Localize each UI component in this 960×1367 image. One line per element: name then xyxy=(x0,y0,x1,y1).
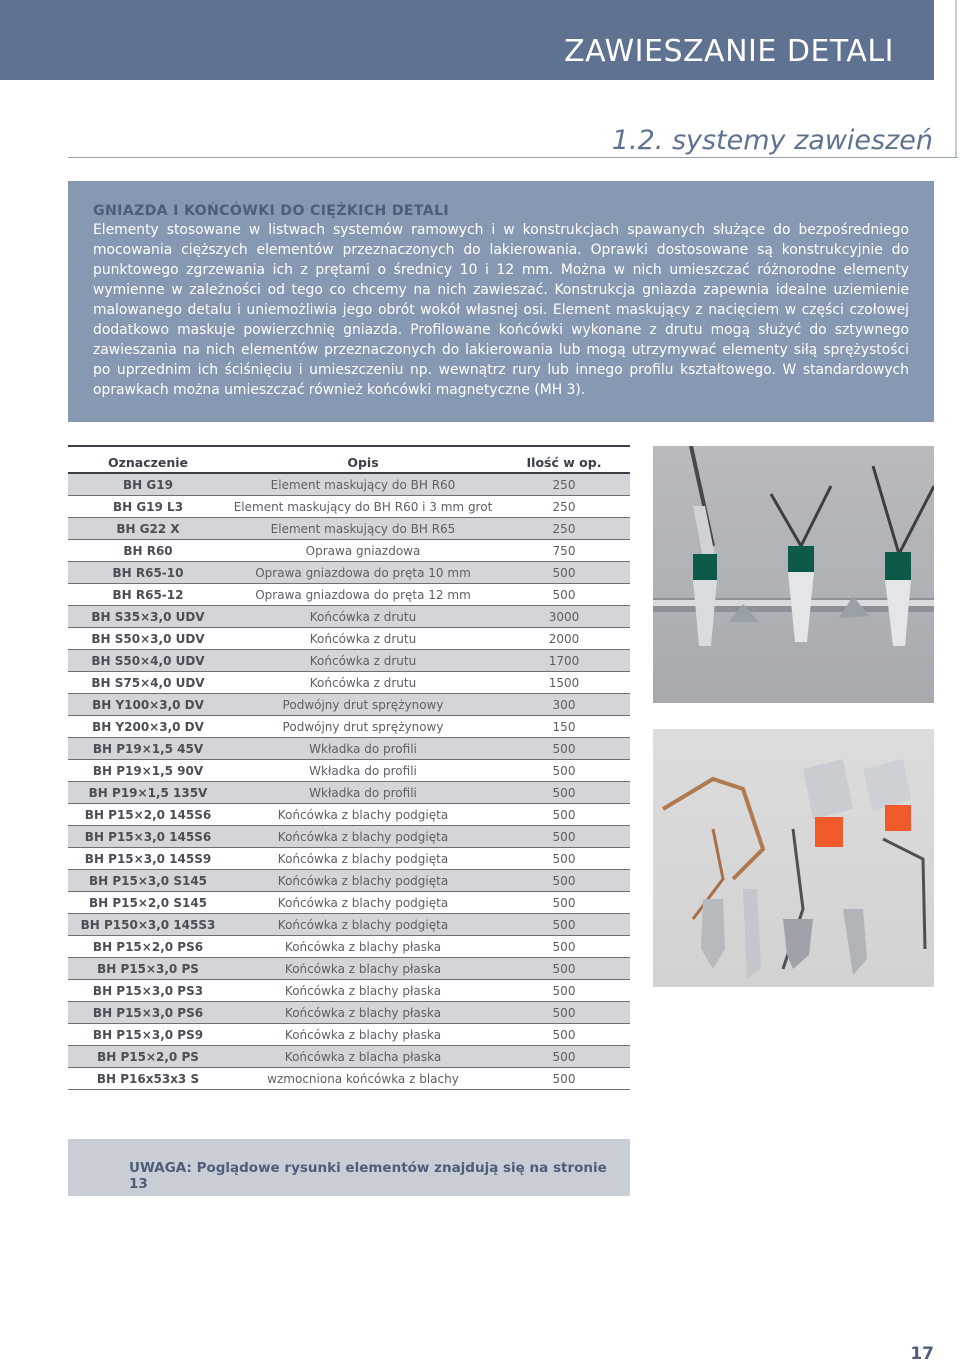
cell-qty: 500 xyxy=(498,870,630,892)
table-row xyxy=(68,496,630,518)
cell-qty: 250 xyxy=(498,473,630,496)
cell-desc: Końcówka z drutu xyxy=(228,672,498,694)
cell-qty: 500 xyxy=(498,980,630,1002)
cell-code: BH P16x53x3 S xyxy=(68,1068,228,1090)
cell-desc: Wkładka do profili xyxy=(228,738,498,760)
cell-qty: 250 xyxy=(498,518,630,540)
cell-code: BH P19×1,5 135V xyxy=(68,782,228,804)
cell-desc: Końcówka z blachy płaska xyxy=(228,936,498,958)
table-row xyxy=(68,980,630,1002)
cell-desc: Oprawa gniazdowa do pręta 10 mm xyxy=(228,562,498,584)
right-divider xyxy=(955,0,957,158)
section-divider xyxy=(68,157,958,158)
cell-code: BH P15×3,0 145S6 xyxy=(68,826,228,848)
cell-code: BH P15×2,0 PS xyxy=(68,1046,228,1068)
cell-code: BH R65-10 xyxy=(68,562,228,584)
cell-desc: Końcówka z blachy podgięta xyxy=(228,826,498,848)
cell-qty: 500 xyxy=(498,958,630,980)
table-row xyxy=(68,760,630,782)
cell-desc: Element maskujący do BH R60 i 3 mm grot xyxy=(228,496,498,518)
cell-code: BH P150×3,0 145S3 xyxy=(68,914,228,936)
cell-desc: Wkładka do profili xyxy=(228,760,498,782)
cell-desc: Końcówka z blachy płaska xyxy=(228,1024,498,1046)
cell-qty: 500 xyxy=(498,892,630,914)
cell-qty: 500 xyxy=(498,914,630,936)
table-row xyxy=(68,584,630,606)
cell-code: BH P15×2,0 S145 xyxy=(68,892,228,914)
table-row xyxy=(68,936,630,958)
table-row xyxy=(68,562,630,584)
cell-desc: Końcówka z blachy podgięta xyxy=(228,892,498,914)
cell-qty: 250 xyxy=(498,496,630,518)
table-row xyxy=(68,672,630,694)
cell-qty: 500 xyxy=(498,782,630,804)
header-band xyxy=(0,0,934,80)
cell-qty: 500 xyxy=(498,584,630,606)
cell-code: BH P19×1,5 45V xyxy=(68,738,228,760)
table-row xyxy=(68,870,630,892)
cell-qty: 300 xyxy=(498,694,630,716)
intro-heading: GNIAZDA I KOŃCÓWKI DO CIĘŻKICH DETALI xyxy=(93,203,449,219)
cell-code: BH P15×2,0 145S6 xyxy=(68,804,228,826)
cell-desc: Końcówka z blachy podgięta xyxy=(228,870,498,892)
table-header-row xyxy=(68,446,630,473)
cell-desc: Podwójny drut sprężynowy xyxy=(228,716,498,738)
column-header-code: Oznaczenie xyxy=(68,446,228,473)
cell-code: BH S50×4,0 UDV xyxy=(68,650,228,672)
cell-desc: Podwójny drut sprężynowy xyxy=(228,694,498,716)
cell-qty: 2000 xyxy=(498,628,630,650)
intro-box xyxy=(68,181,934,422)
cell-qty: 500 xyxy=(498,826,630,848)
page-title: ZAWIESZANIE DETALI xyxy=(564,34,894,69)
socket-holders-illustration xyxy=(653,446,934,703)
cell-code: BH S75×4,0 UDV xyxy=(68,672,228,694)
table-row xyxy=(68,826,630,848)
note-box xyxy=(68,1139,630,1196)
column-header-desc: Opis xyxy=(228,446,498,473)
column-header-qty: Ilość w op. xyxy=(498,446,630,473)
cell-code: BH G22 X xyxy=(68,518,228,540)
cell-desc: Końcówka z blachy płaska xyxy=(228,1002,498,1024)
cell-code: BH P15×3,0 PS9 xyxy=(68,1024,228,1046)
table-row xyxy=(68,1046,630,1068)
section-title: 1.2. systemy zawieszeń xyxy=(611,125,933,156)
cell-desc: Końcówka z blachy płaska xyxy=(228,958,498,980)
cell-qty: 1500 xyxy=(498,672,630,694)
cell-desc: Oprawa gniazdowa xyxy=(228,540,498,562)
cell-code: BH S50×3,0 UDV xyxy=(68,628,228,650)
cell-desc: Końcówka z drutu xyxy=(228,628,498,650)
table-row xyxy=(68,958,630,980)
cell-desc: Końcówka z drutu xyxy=(228,606,498,628)
cell-code: BH P15×3,0 PS6 xyxy=(68,1002,228,1024)
intro-body: Elementy stosowane w listwach systemów ramowych i w konstrukcjach spawanych służące do bezpośredniego mocowania cięższych elementów przeznaczonych do lakierowania. Oprawki dostosowane są konstrukcyjnie do punktowego zgrzewania ich z prętami o średnicy 10 i 12 mm. Można w nich umieszczać różnorodne elementy wymienne w zależności od tego co chcemy na nich zawieszać. Konstrukcja gniazda zapewnia idealne uziemienie malowanego detalu i uniemożliwia jego obrót wokół własnej osi. Element maskujący z nacięciem w części czołowej dodatkowo maskuje powierzchnię gniazda. Profilowane końcówki wykonane z drutu mogą służyć do sztywnego zawieszania na nich elementów przeznaczonych do lakierowania lub mogą utrzymywać elementy siłą sprężystości po uprzednim ich ściśnięciu i umieszczeniu np. wewnątrz rury lub innego profilu kształtowego. W standardowych oprawkach można umieszczać również końcówki magnetyczne (MH 3). xyxy=(93,222,909,398)
cell-qty: 500 xyxy=(498,562,630,584)
cell-qty: 500 xyxy=(498,1068,630,1090)
cell-qty: 500 xyxy=(498,848,630,870)
table-row xyxy=(68,650,630,672)
cell-code: BH P15×3,0 PS3 xyxy=(68,980,228,1002)
table-row xyxy=(68,473,630,496)
cell-desc: Końcówka z drutu xyxy=(228,650,498,672)
table-row xyxy=(68,738,630,760)
cell-desc: Końcówka z blacha płaska xyxy=(228,1046,498,1068)
cell-code: BH R60 xyxy=(68,540,228,562)
cell-code: BH R65-12 xyxy=(68,584,228,606)
table-row xyxy=(68,1068,630,1090)
cell-qty: 1700 xyxy=(498,650,630,672)
product-table xyxy=(68,445,630,1090)
cell-desc: Element maskujący do BH R60 xyxy=(228,473,498,496)
cell-qty: 500 xyxy=(498,760,630,782)
cell-qty: 150 xyxy=(498,716,630,738)
cell-desc: Końcówka z blachy podgięta xyxy=(228,848,498,870)
table-body xyxy=(68,473,630,1090)
cell-code: BH Y100×3,0 DV xyxy=(68,694,228,716)
table-row xyxy=(68,804,630,826)
cell-desc: Końcówka z blachy płaska xyxy=(228,980,498,1002)
table-row xyxy=(68,716,630,738)
cell-code: BH Y200×3,0 DV xyxy=(68,716,228,738)
cell-code: BH P15×3,0 145S9 xyxy=(68,848,228,870)
cell-code: BH P19×1,5 90V xyxy=(68,760,228,782)
cell-desc: Element maskujący do BH R65 xyxy=(228,518,498,540)
table-row xyxy=(68,606,630,628)
cell-code: BH P15×2,0 PS6 xyxy=(68,936,228,958)
cell-desc: Oprawa gniazdowa do pręta 12 mm xyxy=(228,584,498,606)
table-row xyxy=(68,914,630,936)
cell-code: BH G19 L3 xyxy=(68,496,228,518)
cell-qty: 3000 xyxy=(498,606,630,628)
table-row xyxy=(68,892,630,914)
table-row xyxy=(68,1002,630,1024)
cell-qty: 500 xyxy=(498,738,630,760)
table-row xyxy=(68,518,630,540)
cell-desc: wzmocniona końcówka z blachy xyxy=(228,1068,498,1090)
cell-code: BH P15×3,0 S145 xyxy=(68,870,228,892)
cell-qty: 500 xyxy=(498,1002,630,1024)
cell-qty: 500 xyxy=(498,936,630,958)
cell-code: BH S35×3,0 UDV xyxy=(68,606,228,628)
table-row xyxy=(68,1024,630,1046)
cell-desc: Wkładka do profili xyxy=(228,782,498,804)
product-photo-sockets xyxy=(653,446,934,703)
wire-ends-illustration xyxy=(653,729,934,987)
cell-code: BH P15×3,0 PS xyxy=(68,958,228,980)
table-row xyxy=(68,628,630,650)
cell-qty: 750 xyxy=(498,540,630,562)
product-photo-wire-ends xyxy=(653,729,934,987)
cell-code: BH G19 xyxy=(68,473,228,496)
table-row xyxy=(68,694,630,716)
cell-desc: Końcówka z blachy podgięta xyxy=(228,804,498,826)
table-row xyxy=(68,540,630,562)
cell-qty: 500 xyxy=(498,1046,630,1068)
table-row xyxy=(68,848,630,870)
cell-qty: 500 xyxy=(498,804,630,826)
table-row xyxy=(68,782,630,804)
page-number: 17 xyxy=(910,1344,934,1364)
cell-desc: Końcówka z blachy podgięta xyxy=(228,914,498,936)
note-text: UWAGA: Poglądowe rysunki elementów znajdują się na stronie 13 xyxy=(129,1160,607,1192)
cell-qty: 500 xyxy=(498,1024,630,1046)
